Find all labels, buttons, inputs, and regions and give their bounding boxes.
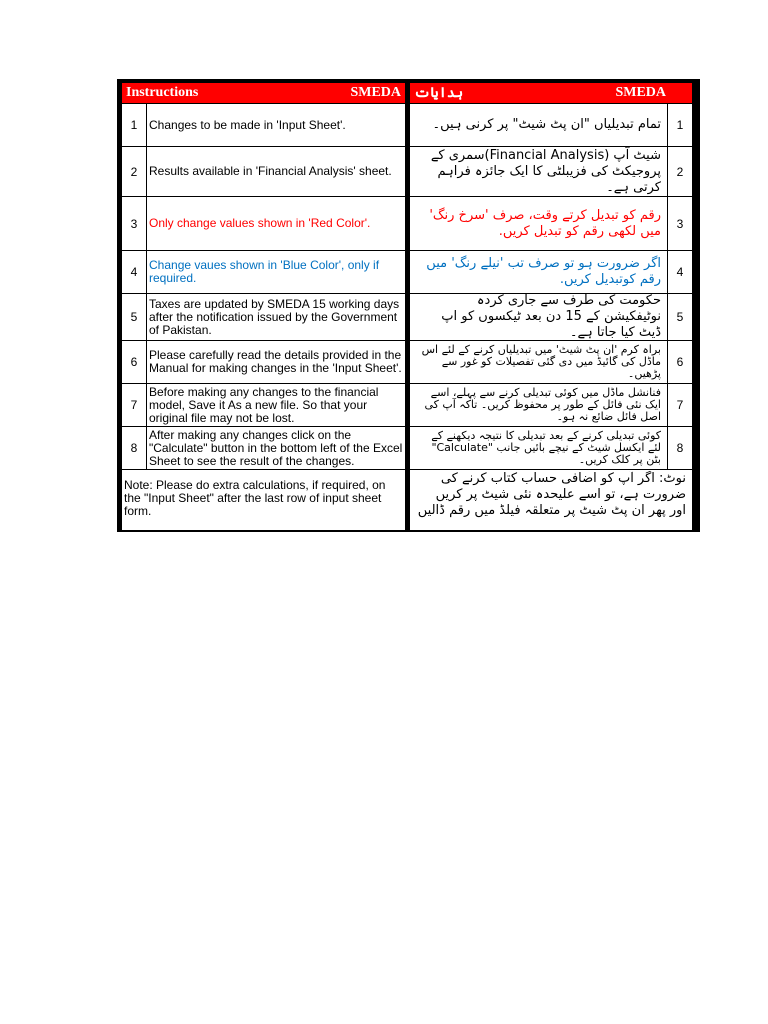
row-text: Taxes are updated by SMEDA 15 working days after the notification issued by the Government of Pakistan. [149, 296, 400, 337]
english-row-6 [122, 341, 405, 383]
urdu-note [410, 470, 692, 530]
urdu-row-2 [410, 147, 692, 196]
row-number: 1 [667, 104, 692, 146]
urdu-row-4 [410, 251, 692, 293]
row-number: 1 [122, 104, 147, 146]
urdu-row-3 [410, 197, 692, 250]
row-number: 8 [667, 427, 692, 469]
english-row-3 [122, 197, 405, 250]
row-number: 5 [667, 294, 692, 340]
urdu-row-8 [410, 427, 692, 469]
english-note [122, 470, 405, 530]
english-row-7 [122, 384, 405, 426]
urdu-row-6 [410, 341, 692, 383]
row-number: 2 [667, 147, 692, 196]
row-text: Changes to be made in 'Input Sheet'. [149, 117, 346, 132]
row-text: Please carefully read the details provided in the Manual for making changes in the 'Input Sheet'. [149, 348, 402, 375]
row-text: کوئی تبدیلی کرنے کے بعد تبدیلی کا نتیجہ دیکھنے کے لئے ایکسل شیٹ کے نیچے بائیں جانب "Calculate" بٹن پر کلک کریں۔ [431, 429, 661, 466]
instructions-sheet [117, 79, 700, 532]
row-text: براہ کرم 'ان پٹ شیٹ' میں تبدیلیاں کرنے کے لئے اس ماڈل کی گائیڈ میں دی گئی تفصیلات کو غور سے پڑھیں۔ [421, 343, 661, 380]
urdu-row-1 [410, 104, 692, 146]
row-text: فنانشل ماڈل میں کوئی تبدیلی کرنے سے پہلے، اسے ایک نئی فائل کے طور پر محفوظ کریں۔ تاکہ آپ کی اصل فائل ضائع نہ ہو۔ [424, 386, 661, 423]
english-header [122, 83, 405, 103]
row-number: 7 [667, 384, 692, 426]
row-text: حکومت کی طرف سے جاری کردہ نوٹیفکیشن کے 15 دن بعد ٹیکسوں کو اپ ڈیٹ کیا جاتا ہے۔ [441, 294, 661, 340]
english-instructions-panel [122, 83, 405, 530]
row-number: 7 [122, 384, 147, 426]
english-row-8 [122, 427, 405, 469]
row-number: 3 [122, 197, 147, 250]
row-number: 4 [122, 251, 147, 293]
row-text-red: Only change values shown in 'Red Color'. [149, 216, 371, 230]
english-row-5 [122, 294, 405, 340]
row-number: 2 [122, 147, 147, 196]
row-number: 3 [667, 197, 692, 250]
row-text-blue: Change vaues shown in 'Blue Color', only if required. [149, 258, 380, 285]
english-row-2 [122, 147, 405, 196]
note-text: Note: Please do extra calculations, if required, on the "Input Sheet" after the last row of input sheet form. [124, 478, 386, 518]
row-text: Before making any changes to the financial model, Save it As a new file. So that your original file may not be lost. [149, 384, 379, 425]
row-number: 5 [122, 294, 147, 340]
urdu-header [410, 83, 692, 103]
row-text: تمام تبدیلیاں "ان پٹ شیٹ" پر کرنی ہیں۔ [432, 117, 661, 132]
english-row-4 [122, 251, 405, 293]
row-text-blue: اگر ضرورت ہو تو صرف تب 'نیلے رنگ' میں رقم کوتبدیل کریں. [426, 256, 661, 287]
row-number: 4 [667, 251, 692, 293]
urdu-row-5 [410, 294, 692, 340]
urdu-instructions-panel [410, 83, 692, 530]
english-header-title: Instructions [126, 85, 199, 100]
english-header-brand: SMEDA [350, 85, 401, 100]
urdu-row-7 [410, 384, 692, 426]
urdu-header-brand: SMEDA [615, 85, 666, 100]
row-number: 6 [122, 341, 147, 383]
row-text: Results available in 'Financial Analysis' sheet. [149, 164, 392, 178]
english-row-1 [122, 104, 405, 146]
note-text: نوٹ: اگر آپ کو اضافی حساب کتاب کرنے کی ضرورت ہے، تو اسے علیحدہ نئی شیٹ پر کریں اور پھر ان پٹ شیٹ پر متعلقہ فیلڈ میں رقم ڈالیں [417, 471, 686, 518]
row-text: After making any changes click on the "Calculate" button in the bottom left of the Excel Sheet to see the result of the changes. [149, 427, 403, 468]
urdu-header-title: ہدایات [414, 86, 464, 101]
row-number: 6 [667, 341, 692, 383]
row-number: 8 [122, 427, 147, 469]
row-text: شیٹ آپ (Financial Analysis)سمری کے پروجیکٹ کی فزیبلٹی کا ایک جائزہ فراہم کرتی ہے۔ [430, 147, 661, 195]
row-text-red: رقم کو تبدیل کرتے وقت، صرف 'سرخ رنگ' میں لکھی رقم کو تبدیل کریں. [429, 207, 661, 239]
